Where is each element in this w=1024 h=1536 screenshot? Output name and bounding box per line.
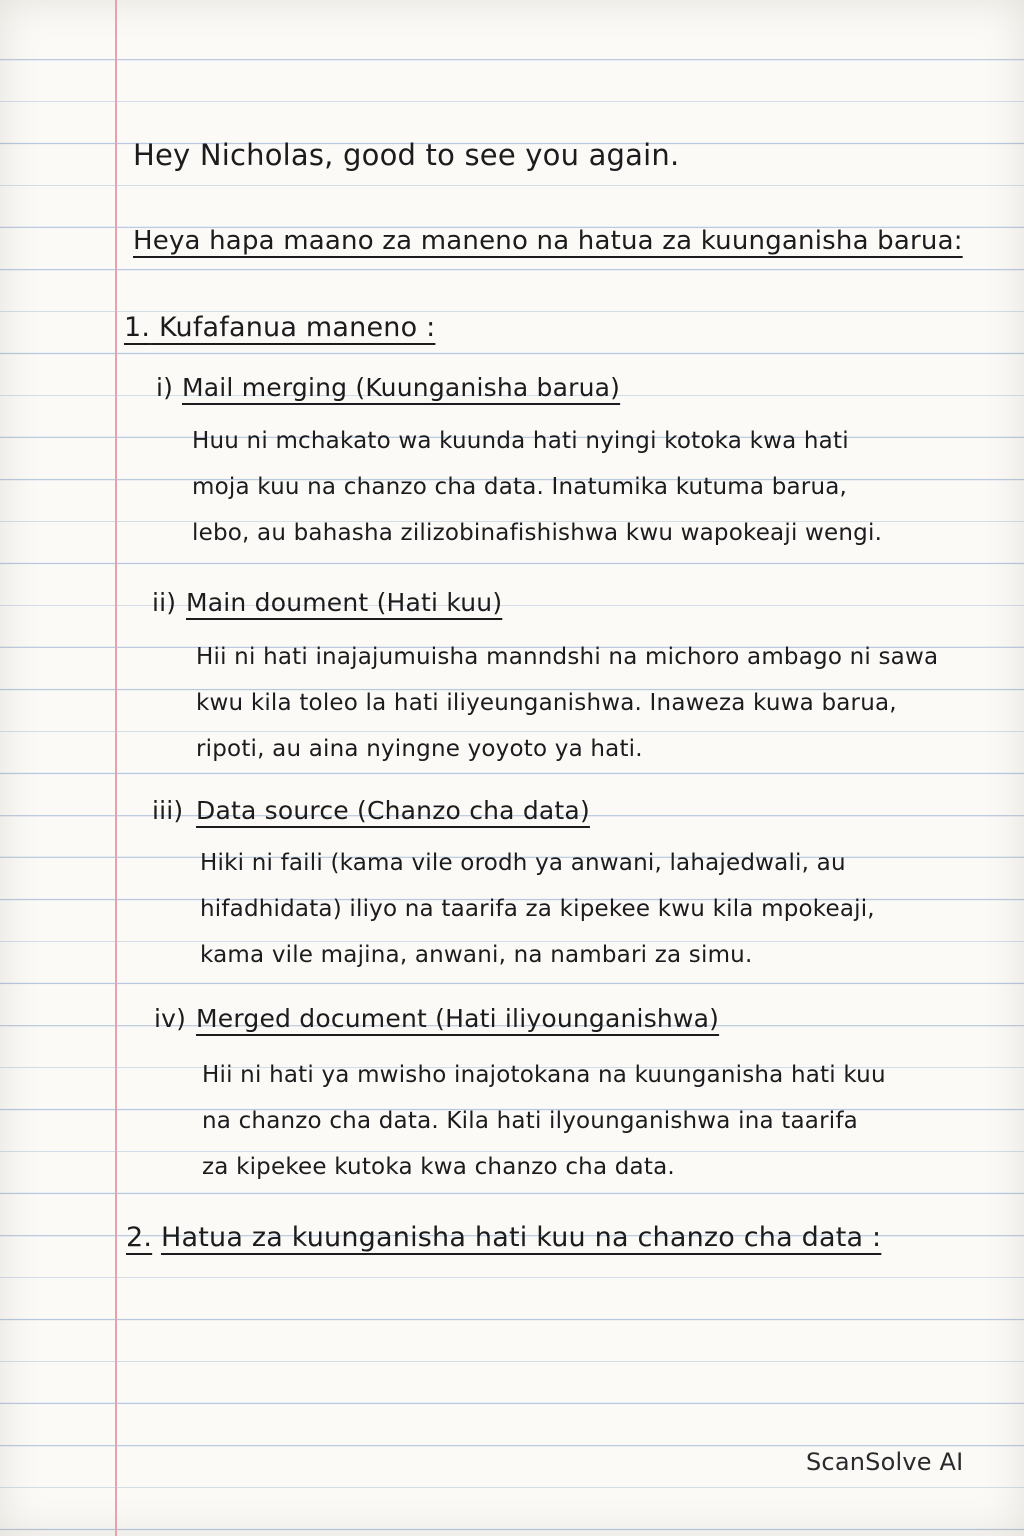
margin-line	[115, 0, 117, 1536]
intro-heading: Heya hapa maano za maneno na hatua za kuunganisha barua:	[133, 226, 963, 256]
term-4-line-3: za kipekee kutoka kwa chanzo cha data.	[202, 1154, 675, 1180]
section-2-number: 2.	[126, 1222, 153, 1253]
greeting-line: Hey Nicholas, good to see you again.	[133, 138, 680, 172]
term-1-definition	[192, 418, 882, 556]
term-3-line-1: Hiki ni faili (kama vile orodh ya anwani, lahajedwali, au	[200, 850, 846, 876]
term-1-line-3: lebo, au bahasha zilizobinafishishwa kwu wapokeaji wengi.	[192, 520, 883, 546]
section-2-title: Hatua za kuunganisha hati kuu na chanzo cha data :	[160, 1222, 882, 1253]
term-3-line-3: kama vile majina, anwani, na nambari za simu.	[200, 942, 753, 968]
term-4-title: Merged document (Hati iliyounganishwa)	[196, 1004, 720, 1033]
term-2-line-1: Hii ni hati inajajumuisha manndshi na michoro ambago ni sawa	[196, 644, 939, 670]
term-4-line-1: Hii ni hati ya mwisho inajotokana na kuunganisha hati kuu	[202, 1062, 886, 1088]
section-1-number: 1.	[124, 312, 151, 343]
section-1-title: Kufafanua maneno :	[158, 312, 436, 343]
term-4-definition	[202, 1052, 886, 1190]
term-2-marker: ii)	[152, 588, 177, 617]
brand-watermark: ScanSolve AI	[806, 1448, 964, 1476]
term-2-line-3: ripoti, au aina nyingne yoyoto ya hati.	[196, 736, 643, 762]
term-1-line-2: moja kuu na chanzo cha data. Inatumika kutuma barua,	[192, 474, 848, 500]
term-4-line-2: na chanzo cha data. Kila hati ilyounganishwa ina taarifa	[202, 1108, 858, 1134]
term-1-marker: i)	[156, 373, 174, 402]
term-1-title: Mail merging (Kuunganisha barua)	[182, 373, 621, 402]
section-2-heading	[126, 1222, 881, 1253]
term-3-line-2: hifadhidata) iliyo na taarifa za kipekee kwu kila mpokeaji,	[200, 896, 875, 922]
term-2-line-2: kwu kila toleo la hati iliyeunganishwa. Inaweza kuwa barua,	[196, 690, 897, 716]
term-3-marker: iii)	[152, 796, 184, 825]
term-2-definition	[196, 634, 938, 772]
term-2-title: Main doument (Hati kuu)	[186, 588, 503, 617]
term-1-line-1: Huu ni mchakato wa kuunda hati nyingi kotoka kwa hati	[192, 428, 849, 454]
term-3-title: Data source (Chanzo cha data)	[196, 796, 590, 825]
term-3-definition	[200, 840, 875, 978]
section-1-heading	[124, 312, 435, 343]
term-4-marker: iv)	[154, 1004, 187, 1033]
